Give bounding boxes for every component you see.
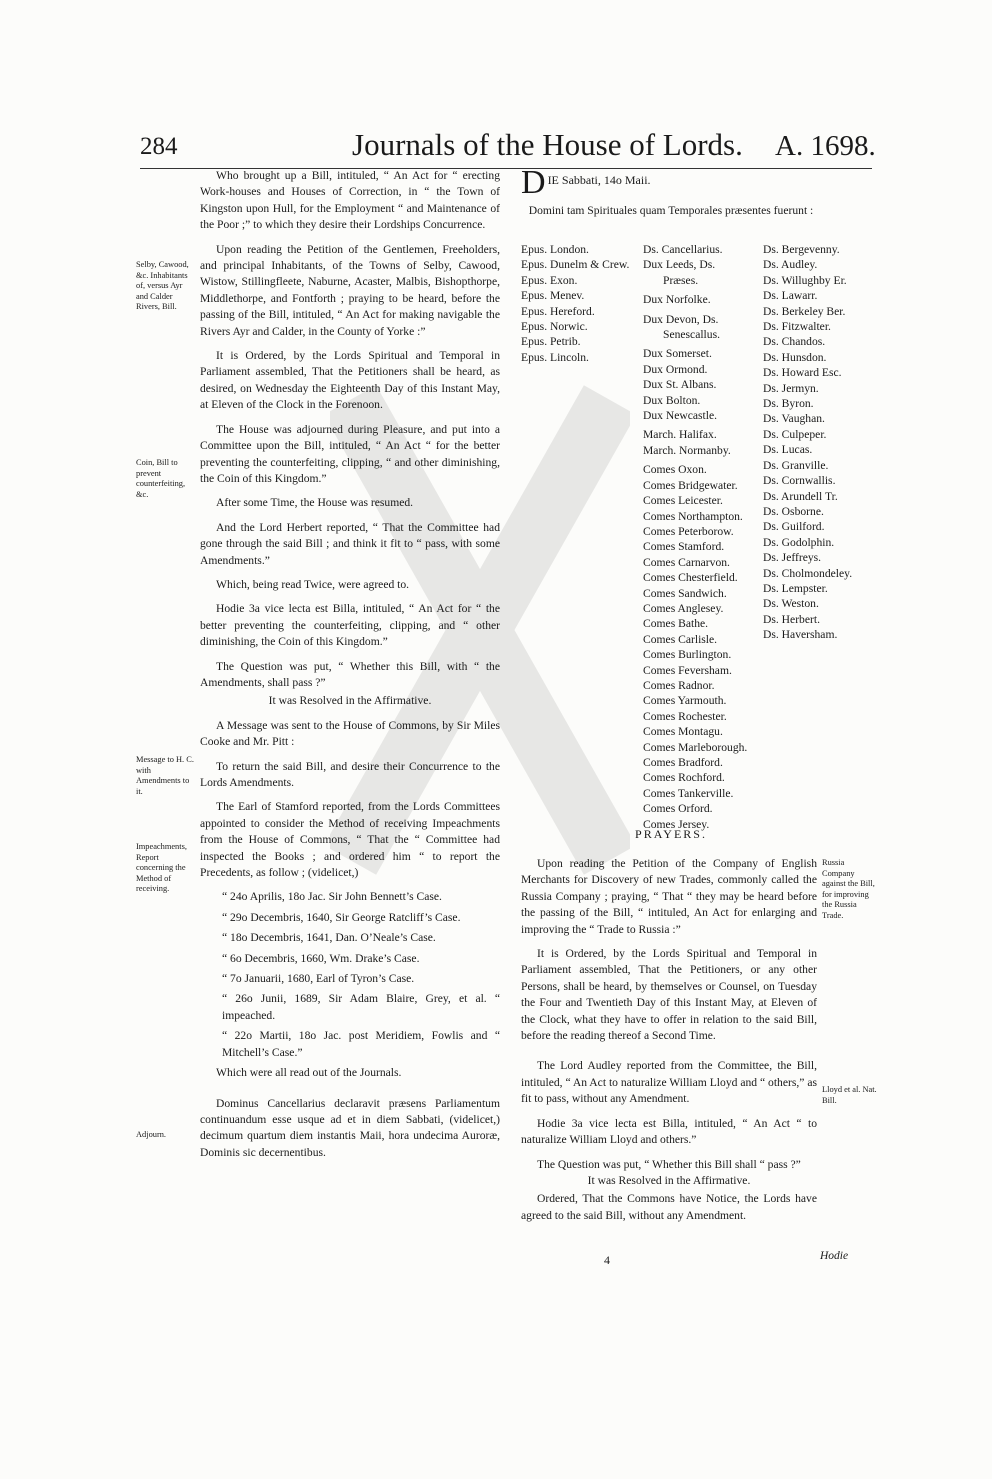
attendee: Epus. London. [521,243,589,256]
catchword: Hodie [820,1250,849,1262]
attendee: Epus. Exon. [521,273,578,287]
attendee: Ds. Audley. [763,258,818,272]
attendee: Comes Tankerville. [643,786,734,800]
para-adjournment: Dominus Cancellarius declaravit præsens Parliamentum continuandum esse usque ad et in diem Sabbati, (videlicet,) decimum quartum diem instantis Maii, hora undecima Auroræ, Dominis sic decernentibus. [200,1096,500,1159]
attendee: Præses. [663,273,699,287]
attendee: Dux Somerset. [643,347,712,361]
attendee: Comes Burlington. [643,648,732,662]
attendee: Comes Bradford. [643,756,723,769]
die-date: IE Sabbati, 14o Maii. [547,173,651,187]
para-stamford-report: The Earl of Stamford reported, from the Lords Committees appointed to consider the Method of receiving Impeachments from the House of Commons, “ That the “ Committee had inspected the Books ; and ordered him “ to report the Precedents, as follow ; (videlicet,) [200,800,500,880]
attendee: Comes Rochester. [643,709,727,723]
para-lloyd-third-reading: Hodie 3a vice lecta est Billa, intituled, “ An Act “ to naturalize William Lloyd and others.” [521,1116,817,1147]
precedent-citation: “ 22o Martii, 18o Jac. post Meridiem, Fowlis and “ Mitchell’s Case.” [222,1029,500,1059]
margin-note-selby: Selby, Cawood, &c. Inhabitants of, versus Ayr and Calder Rivers, Bill. [136,260,189,311]
para-house-resumed: After some Time, the House was resumed. [216,496,414,510]
attendee: Ds. Lawarr. [763,289,818,303]
para-resolved: It was Resolved in the Affirmative. [268,694,432,708]
attendee: Ds. Fitzwalter. [763,320,831,334]
die-heading [521,164,821,201]
attendee: Comes Northampton. [643,509,743,523]
para-coin-committee: The House was adjourned during Pleasure, and put into a Committee upon the Bill, intituled, “ An Act “ for the better preventing the counterfeiting, clipping, “ and other diminishing, the Coin of this Kingdom.” [200,422,500,485]
para-read-out: Which were all read out of the Journals. [216,1066,402,1080]
attendee: Ds. Granville. [763,458,829,472]
attendee: Comes Jersey. [643,817,710,831]
precedent-citation: “ 29o Decembris, 1640, Sir George Ratcliff’s Case. [222,910,461,924]
precedent-citation: “ 24o Aprilis, 18o Jac. Sir John Bennett’s Case. [222,890,442,904]
page-title: Journals of the House of Lords. [352,127,743,162]
drop-cap: D [521,164,546,201]
barons-list [763,242,852,643]
para-russia-order: It is Ordered, by the Lords Spiritual and Temporal in Parliament assembled, That the Petitioners, or any other Persons, shall be heard, by themselves or Counsel, on Tuesday the Four and Twentieth Day of this Instant May, at Eleven of the Clock, what they have to offer in relation to the said Bill, before the reading thereof a Second Time. [521,947,817,1043]
attendee: Comes Oxon. [643,463,707,477]
right-column-text [521,856,817,1232]
attendee: Comes Radnor. [643,678,715,692]
attendee: Comes Anglesey. [643,601,724,615]
precedent-citation: “ 6o Decembris, 1660, Wm. Drake’s Case. [222,951,420,965]
attendee: Epus. Hereford. [521,304,595,318]
precedent-citation: “ 18o Decembris, 1641, Dan. O’Neale’s Case. [222,931,436,945]
para-question: The Question was put, “ Whether this Bill, with “ the Amendments, shall pass ?” [200,659,500,689]
attendee: Ds. Weston. [763,597,819,611]
attendee: Ds. Chandos. [763,335,826,349]
attendee: Ds. Cornwallis. [763,474,836,488]
bishops-list [521,242,629,365]
attendee: Comes Chesterfield. [643,571,738,585]
attendee: Comes Carlisle. [643,632,718,646]
attendee: Epus. Lincoln. [521,350,589,364]
attendee: Ds. Hunsdon. [763,350,827,364]
attendee: Dux Ormond. [643,362,708,376]
attendee: Ds. Jeffreys. [763,551,822,565]
attendee: Comes Peterborow. [643,524,734,538]
attendee: Epus. Dunelm & Crew. [521,258,630,272]
attendee: Comes Sandwich. [643,586,727,600]
domini-heading: Domini tam Spirituales quam Temporales præsentes fuerunt : [528,204,814,217]
attendee: Ds. Cancellarius. [643,243,723,256]
left-column [200,168,500,1169]
para-lloyd-question: The Question was put, “ Whether this Bill shall “ pass ?” [537,1157,801,1171]
attendee: Epus. Norwic. [521,320,588,334]
para-russia-petition: Upon reading the Petition of the Company of English Merchants for Discovery of new Trades, commonly called the Russia Company ; praying, “ That “ they may be heard before the passing of the Bill, “ intituled, An Act for enlarging and improving the “ Trade to Russia :” [521,857,817,936]
attendee: Ds. Arundell Tr. [763,489,838,503]
attendee: Ds. Osborne. [763,504,824,518]
attendee: Ds. Berkeley Ber. [763,304,846,318]
attendee: Comes Marleborough. [643,740,748,754]
attendee: Comes Leicester. [643,494,723,508]
para-selby-petition: Upon reading the Petition of the Gentlemen, Freeholders, and principal Inhabitants, of the Towns of Selby, Cawood, Wistow, Stillingfleete, Naburne, Acaster, Malbis, Bishopthorpe, Middlethorpe, and Fontforth ; praying to be heard, before the passing of the Bill, intituled, “ An Act for making navigable the Rivers Ayr and Calder, in the County of Yorke :” [200,242,500,338]
para-herbert-report: And the Lord Herbert reported, “ That the Committee had gone through the said Bill ; and think it fit to “ pass, with some Amendments.” [200,520,500,567]
attendee: March. Normanby. [643,443,731,457]
attendee: Ds. Lucas. [763,443,813,457]
para-lloyd-ordered: Ordered, That the Commons have Notice, the Lords have agreed to the said Bill, without any Amendment. [521,1192,817,1222]
signature-mark: 4 [604,1253,610,1267]
margin-note-adjourn: Adjourn. [136,1130,167,1139]
margin-note-impeachments: Impeachments, Report concerning the Method of receiving. [136,842,187,893]
attendee: Epus. Petrib. [521,335,581,349]
para-lloyd-resolved: It was Resolved in the Affirmative. [587,1173,751,1187]
precedent-citation: “ 26o Junii, 1689, Sir Adam Blaire, Grey, et al. “ impeached. [222,992,500,1022]
attendee: Ds. Godolphin. [763,535,835,549]
attendee: Dux Devon, Ds. [643,312,719,326]
attendee: Ds. Herbert. [763,612,820,626]
precedent-citation: “ 7o Januarii, 1680, Earl of Tyron’s Case. [222,972,415,986]
attendee: Ds. Culpeper. [763,427,827,441]
margin-note-message: Message to H. C. with Amendments to it. [136,755,194,796]
para-coin-third-reading: Hodie 3a vice lecta est Billa, intituled, “ An Act for “ the better preventing the counterfeiting, clipping, and “ other diminishing, the Coin of this Kingdom.” [200,602,500,649]
attendee: Comes Bathe. [643,617,709,631]
para-selby-order: It is Ordered, by the Lords Spiritual and Temporal in Parliament assembled, That the Petitioners shall be heard, as desired, on Wednesday the Eighteenth Day of this Instant May, at Eleven of the Clock in the Forenoon. [200,349,500,412]
attendee: Dux Bolton. [643,393,701,407]
attendee: Dux Newcastle. [643,409,718,423]
attendee: Ds. Bergevenny. [763,243,840,256]
prayers-heading: PRAYERS. [635,827,707,841]
attendee: Ds. Howard Esc. [763,366,842,380]
para-return-bill: To return the said Bill, and desire their Concurrence to the Lords Amendments. [200,759,500,789]
page-number: 284 [140,133,178,160]
attendee: Comes Montagu. [643,725,723,739]
attendee: Dux Norfolke. [643,293,711,307]
attendee: Comes Rochford. [643,771,725,785]
attendee: Comes Stamford. [643,540,725,554]
margin-note-lloyd: Lloyd et al. Nat. Bill. [822,1085,877,1105]
attendee: Ds. Haversham. [763,628,838,642]
attendee: Ds. Lempster. [763,581,828,595]
attendee: Ds. Willughby Er. [763,273,847,287]
para-bill-work-houses: Who brought up a Bill, intituled, “ An Act for “ erecting Work-houses and Houses of Correction, in “ the Town of Kingston upon Hull, for the Employment “ and Maintenance of the Poor ;” to which they desire their Lordships Concurrence. [200,169,500,232]
margin-note-coin: Coin, Bill to prevent counterfeiting, &c. [136,458,186,499]
attendee: Comes Orford. [643,802,713,816]
page-year: A. 1698. [775,130,876,162]
attendee: Ds. Guilford. [763,520,825,534]
attendee: Senescallus. [663,328,720,342]
margin-note-russia: Russia Company against the Bill, for improving the Russia Trade. [822,858,875,920]
para-message: A Message was sent to the House of Commons, by Sir Miles Cooke and Mr. Pitt : [200,718,500,749]
attendee: Comes Feversham. [643,663,732,677]
attendee: Comes Yarmouth. [643,694,727,708]
attendee: Dux St. Albans. [643,378,717,392]
attendee: Ds. Vaughan. [763,412,825,426]
attendee: Comes Carnarvon. [643,555,730,569]
attendee: Comes Bridgewater. [643,478,738,492]
attendee: March. Halifax. [643,428,717,442]
para-agreed: Which, being read Twice, were agreed to. [216,577,410,591]
attendee: Epus. Menev. [521,289,585,303]
attendee: Dux Leeds, Ds. [643,258,716,272]
para-audley-report: The Lord Audley reported from the Committee, the Bill, intituled, “ An Act to naturalize William Lloyd and “ others,” as fit to pass, without any Amendment. [521,1059,817,1106]
attendee: Ds. Cholmondeley. [763,566,853,580]
dukes-earls-list [643,242,747,832]
attendee: Ds. Jermyn. [763,381,819,395]
attendee: Ds. Byron. [763,397,814,411]
